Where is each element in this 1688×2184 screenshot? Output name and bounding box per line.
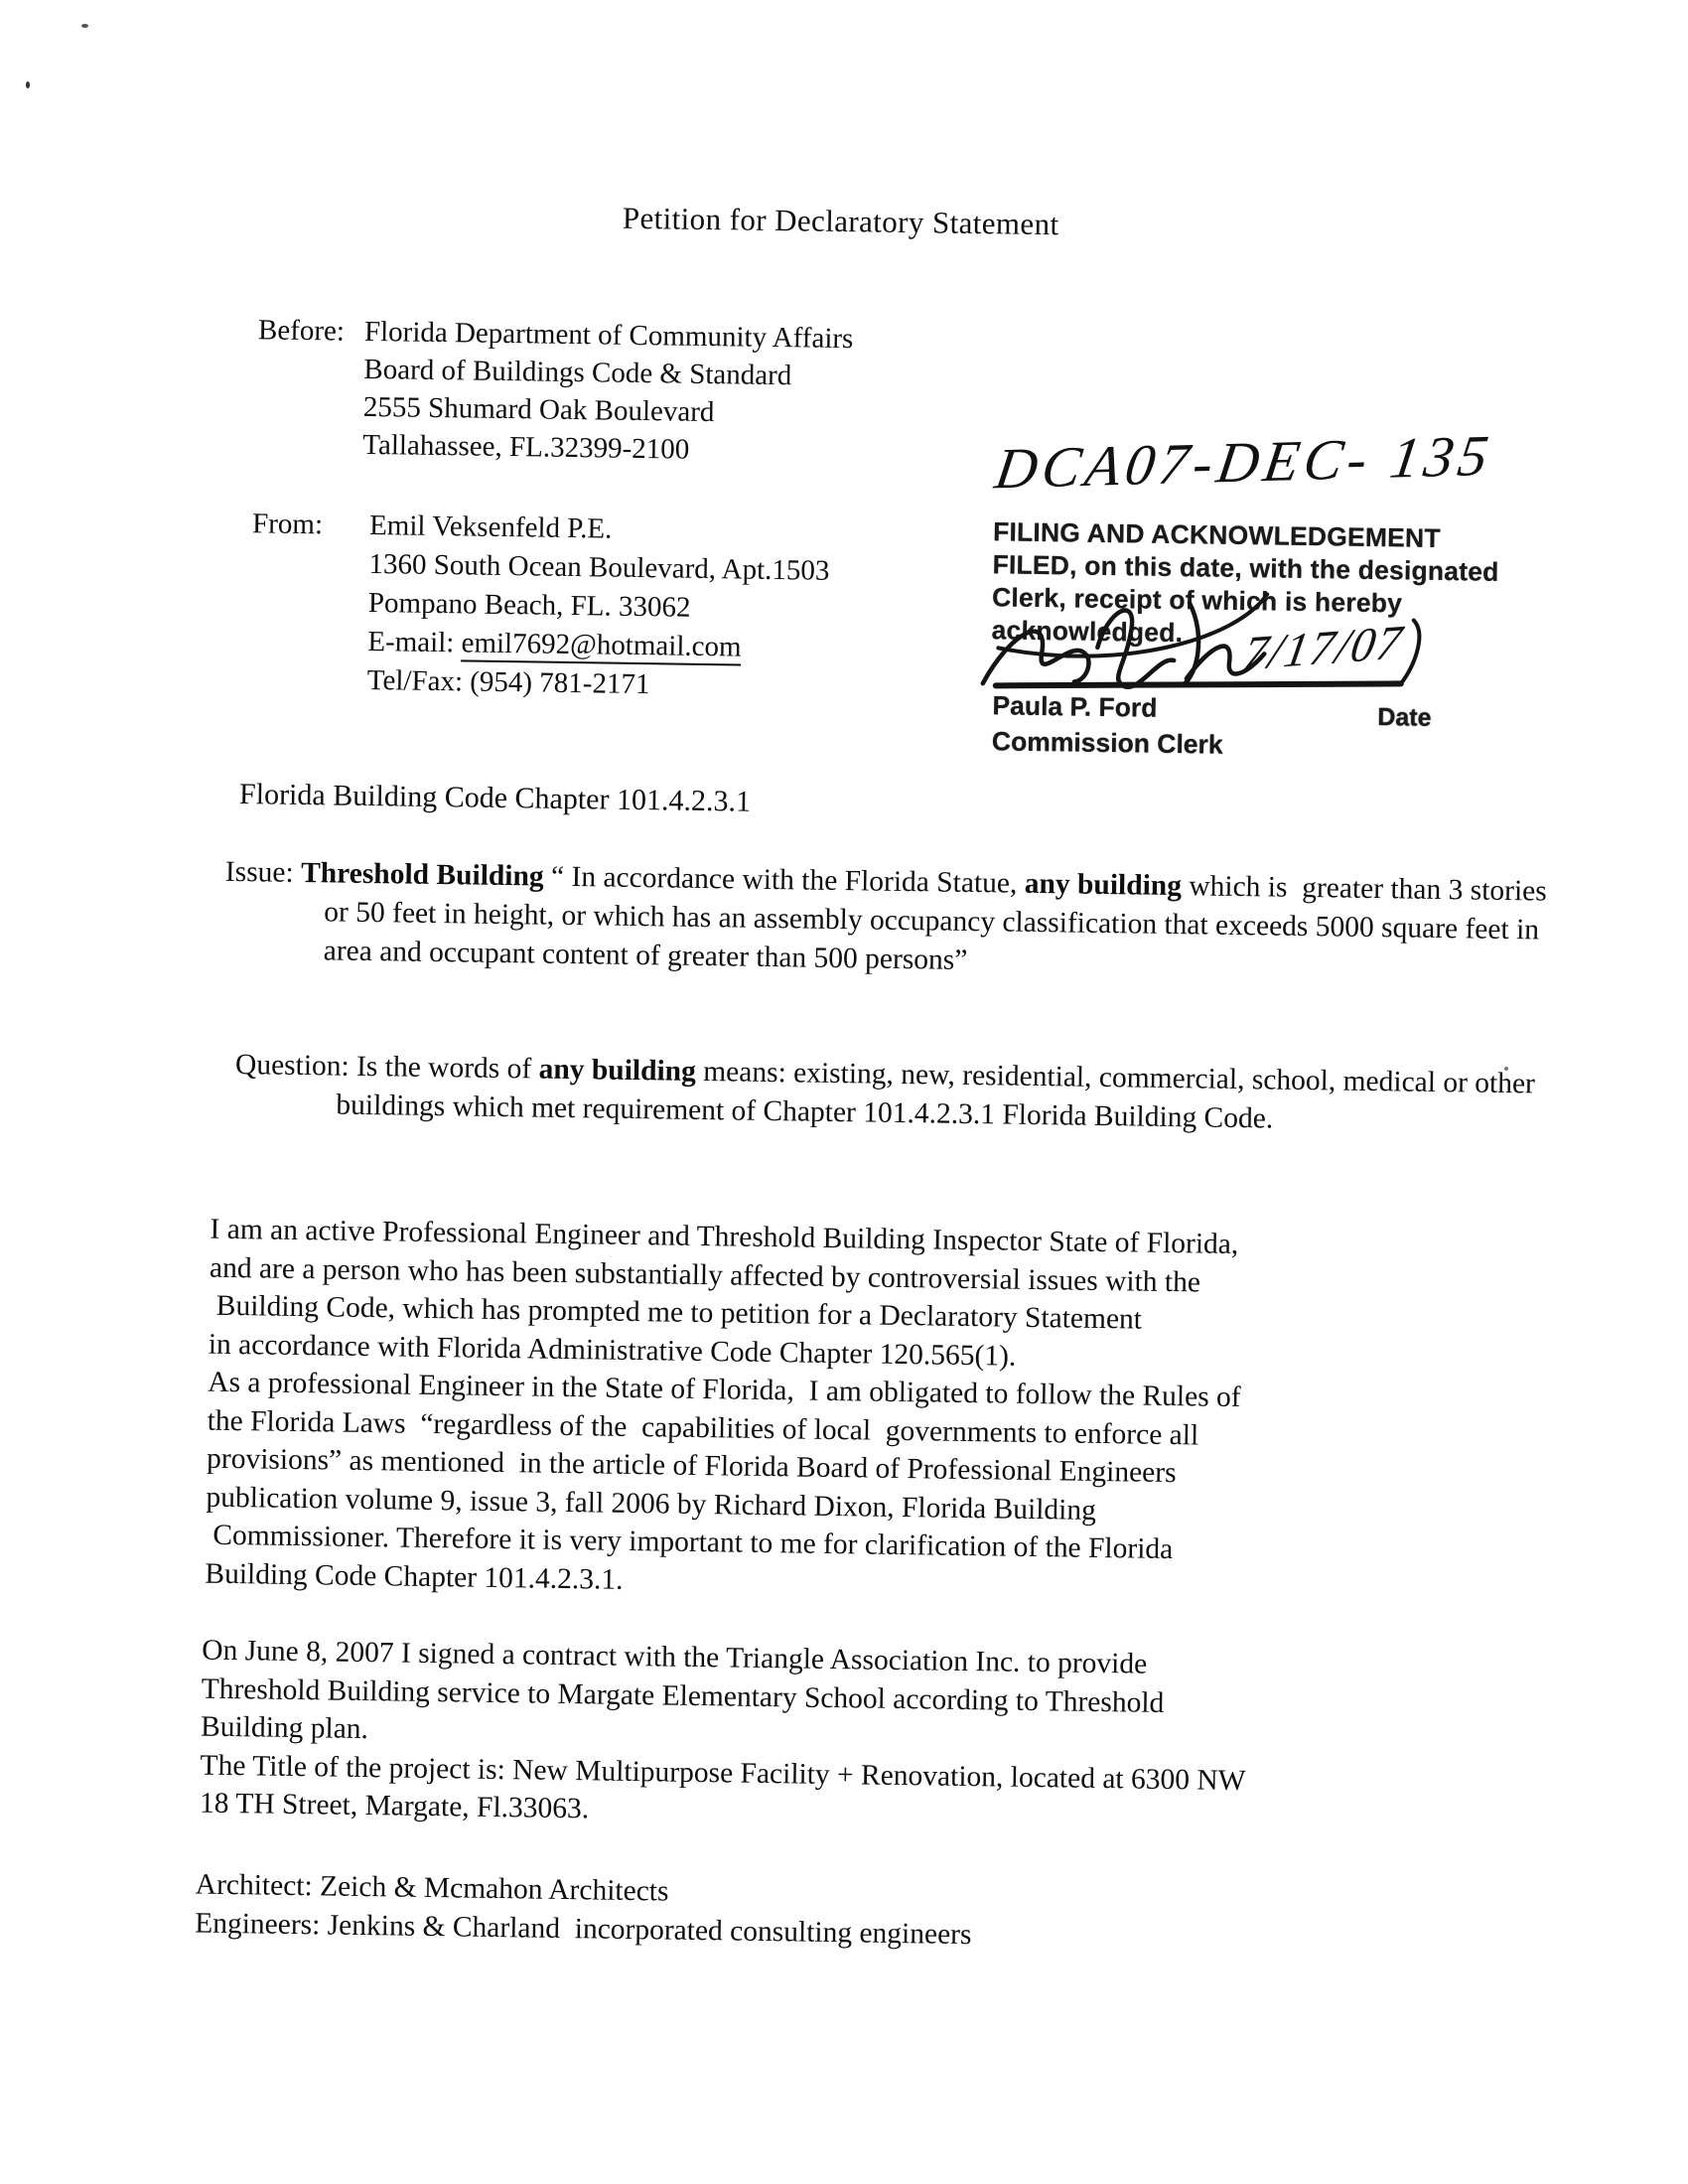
email-address: emil7692@hotmail.com — [461, 627, 742, 665]
text-line: The Title of the project is: New Multipurpose Facility + Renovation, located at 6300 NW — [200, 1749, 1246, 1797]
question-paragraph — [234, 1046, 1618, 1144]
text-line: Threshold Building service to Margate Elementary School according to Threshold — [201, 1673, 1165, 1719]
text-line: On June 8, 2007 I signed a contract with the Triangle Association Inc. to provide — [202, 1634, 1148, 1680]
text-line: Clerk, receipt of which is hereby — [991, 582, 1403, 619]
text-line: and are a person who has been substantially affected by controversial issues with the — [209, 1251, 1201, 1298]
handwritten-case-number: DCA07-DEC- 135 — [991, 422, 1497, 502]
signer-name: Paula P. Ford — [992, 690, 1158, 723]
question-text-lead: Is the words of — [355, 1050, 539, 1086]
issue-paragraph — [223, 853, 1571, 989]
text-line: Building plan. — [200, 1710, 369, 1746]
text-line: Building Code Chapter 101.4.2.3.1. — [205, 1557, 624, 1596]
email-line — [367, 623, 828, 668]
before-label: Before: — [257, 314, 346, 348]
closing-block — [195, 1866, 972, 1956]
body-paragraph-2 — [200, 1632, 1248, 1838]
text-line: publication volume 9, issue 3, fall 2006 by Richard Dixon, Florida Building — [206, 1481, 1097, 1527]
email-label: E-mail: — [367, 625, 462, 659]
text-line: FILED, on this date, with the designated — [992, 549, 1499, 587]
issue-bold-threshold-building: Threshold Building — [300, 856, 544, 893]
handwritten-date: 7/17/07 — [1238, 616, 1408, 681]
text-line: 18 TH Street, Margate, Fl.33063. — [199, 1787, 590, 1825]
text-line: the Florida Laws “regardless of the capabilities of local governments to enforce all — [207, 1404, 1199, 1451]
from-address-lines — [366, 507, 830, 707]
telfax-line: Tel/Fax: (954) 781-2171 — [366, 663, 650, 701]
engineers-line: Engineers: Jenkins & Charland incorporated consulting engineers — [194, 1907, 972, 1952]
from-label: From: — [251, 508, 324, 541]
signer-title: Commission Clerk — [991, 726, 1223, 760]
body-paragraph-1 — [205, 1211, 1243, 1608]
issue-label: Issue: — [224, 855, 302, 889]
text-line: Commissioner. Therefore it is very important to me for clarification of the Florida — [205, 1519, 1174, 1566]
issue-text-tail: which is greater than 3 stories or 50 feet in height, or which has an assembly occupancy classification that exceeds 5000 square feet in area and occupant content of greater than 500 persons” — [323, 870, 1555, 976]
date-label: Date — [1377, 703, 1432, 732]
text-line: Board of Buildings Code & Standard — [363, 353, 792, 392]
issue-bold-any-building: any building — [1024, 867, 1183, 903]
text-line: As a professional Engineer in the State of Florida, I am obligated to follow the Rules of — [208, 1366, 1241, 1414]
question-text-tail: means: existing, new, residential, commercial, school, medical or other buildings which met requirement of Chapter 101.4.2.3.1 Florida Building Code. — [336, 1055, 1550, 1135]
text-line: provisions” as mentioned in the article of Florida Board of Professional Engineers — [206, 1442, 1177, 1490]
text-line: Pompano Beach, FL. 33062 — [367, 586, 691, 624]
before-address-lines — [362, 313, 854, 471]
before-block — [256, 311, 854, 471]
text-line: 1360 South Ocean Boulevard, Apt.1503 — [368, 547, 830, 587]
page-title: Petition for Declaratory Statement — [622, 200, 1059, 242]
question-label: Question: — [234, 1049, 357, 1083]
question-bold-any-building: any building — [538, 1053, 697, 1088]
from-block — [250, 505, 831, 707]
text-line: I am an active Professional Engineer and Threshold Building Inspector State of Florida, — [210, 1213, 1239, 1261]
issue-text-lead: “ In accordance with the Florida Statue, — [543, 860, 1025, 900]
text-line: 2555 Shumard Oak Boulevard — [362, 390, 715, 429]
text-line: Florida Department of Community Affairs — [363, 315, 854, 356]
text-line: acknowledged. — [991, 615, 1184, 649]
text-line: Tallahassee, FL.32399-2100 — [362, 428, 690, 466]
code-reference-line: Florida Building Code Chapter 101.4.2.3.1 — [238, 778, 752, 818]
architect-line: Architect: Zeich & Mcmahon Architects — [195, 1868, 669, 1908]
text-line: Building Code, which has prompted me to petition for a Declaratory Statement — [209, 1289, 1143, 1336]
text-line: in accordance with Florida Administrative Code Chapter 120.565(1). — [208, 1328, 1017, 1373]
text-line: Emil Veksenfeld P.E. — [368, 509, 613, 545]
from-lines-top — [368, 507, 831, 630]
text-line: FILING AND ACKNOWLEDGEMENT — [992, 516, 1442, 553]
